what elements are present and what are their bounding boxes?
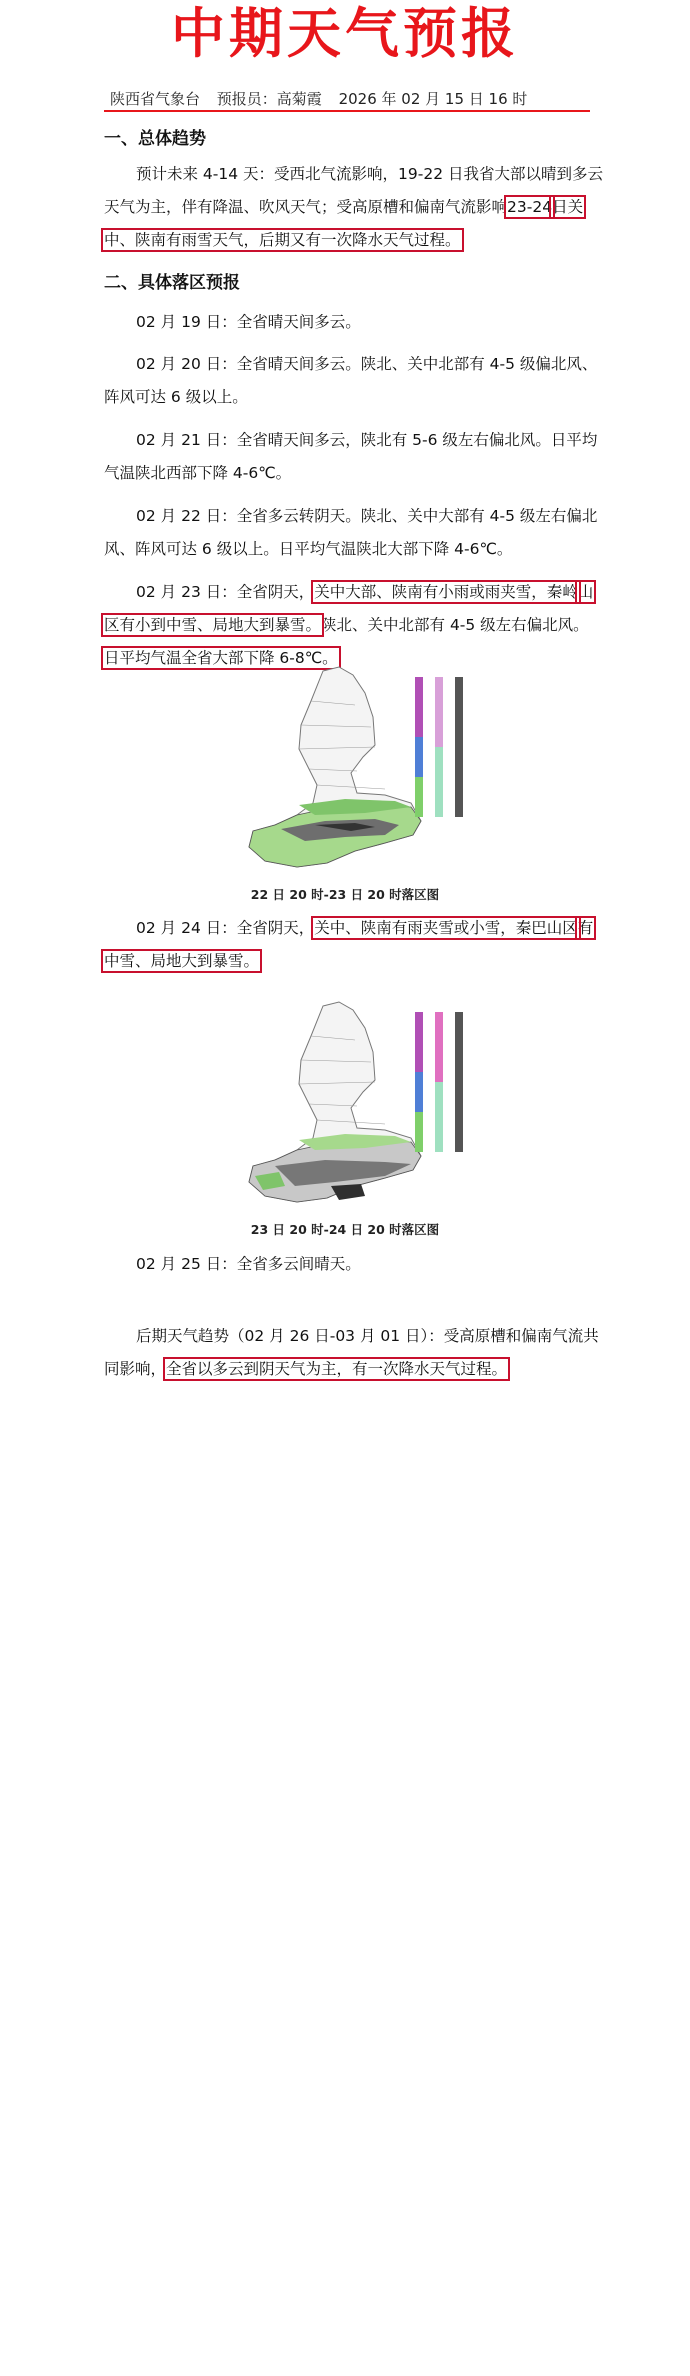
issue-time: 2026 年 02 月 15 日 16 时 bbox=[338, 90, 528, 108]
agency-name: 陕西省气象台 bbox=[110, 90, 201, 108]
day-20-text: 02 月 20 日：全省晴天间多云。陕北、关中北部有 4-5 级偏北风、阵风可达 6 级以上。 bbox=[104, 355, 598, 406]
day-23-text-a: 02 月 23 日：全省阴天， bbox=[136, 583, 315, 601]
day-22-forecast bbox=[104, 500, 604, 566]
day-23-highlight-2: 山区有小到中雪、局地大到暴雪。 bbox=[104, 583, 594, 634]
day-25-text: 02 月 25 日：全省多云间晴天。 bbox=[136, 1255, 361, 1273]
day-23-highlight-3: 日平均气温全省大部下降 6-8℃。 bbox=[104, 649, 338, 667]
section-heading-detail: 二、具体落区预报 bbox=[104, 273, 240, 293]
later-trend-highlight: 全省以多云到阴天气为主，有一次降水天气过程。 bbox=[166, 1360, 508, 1378]
day-23-text-b: 陕北、关中北部有 4-5 级左右偏北风。 bbox=[321, 616, 589, 634]
day-23-forecast bbox=[104, 576, 604, 675]
day-23-highlight-1: 关中大部、陕南有小雨或雨夹雪，秦岭 bbox=[314, 583, 578, 601]
day-19-forecast bbox=[104, 306, 604, 339]
day-21-forecast bbox=[104, 424, 604, 490]
trend-text: 预计未来 4-14 天：受西北气流影响，19-22 日我省大部以晴到多云天气为主，伴有降温、吹风天气；受高原槽和偏南气流影响 bbox=[104, 165, 603, 216]
day-22-text: 02 月 22 日：全省多云转阴天。陕北、关中大部有 4-5 级左右偏北风、阵风可达 6 级以上。日平均气温陕北大部下降 4-6℃。 bbox=[104, 507, 598, 558]
title-rule bbox=[104, 110, 590, 112]
later-trend bbox=[104, 1320, 604, 1386]
trend-highlight-dates: 23-24 bbox=[507, 198, 553, 216]
map-2-caption: 23 日 20 时-24 日 20 时落区图 bbox=[250, 1222, 440, 1237]
day-24-text-a: 02 月 24 日：全省阴天， bbox=[136, 919, 315, 937]
document-title: 中期天气预报 bbox=[171, 2, 519, 65]
later-trend-text: 后期天气趋势（02 月 26 日-03 月 01 日）：受高原槽和偏南气流共同影响， bbox=[104, 1327, 599, 1378]
precip-map-2 bbox=[235, 1000, 475, 1215]
day-19-text: 02 月 19 日：全省晴天间多云。 bbox=[136, 313, 361, 331]
issue-meta bbox=[110, 88, 590, 110]
day-21-text: 02 月 21 日：全省晴天间多云，陕北有 5-6 级左右偏北风。日平均气温陕北西部下降 4-6℃。 bbox=[104, 431, 598, 482]
map-1-caption: 22 日 20 时-23 日 20 时落区图 bbox=[250, 887, 440, 902]
section-heading-trend: 一、总体趋势 bbox=[104, 129, 206, 149]
day-24-highlight-2: 有中雪、局地大到暴雪。 bbox=[104, 919, 594, 970]
forecaster-name: 预报员：高菊霞 bbox=[216, 90, 322, 108]
trend-highlight-text: 日关中、陕南有雨雪天气，后期又有一次降水天气过程。 bbox=[104, 198, 584, 249]
day-24-highlight-1: 关中、陕南有雨夹雪或小雪，秦巴山区 bbox=[314, 919, 578, 937]
day-24-forecast bbox=[104, 912, 604, 978]
trend-paragraph bbox=[104, 158, 604, 257]
day-25-forecast bbox=[104, 1248, 604, 1281]
day-20-forecast bbox=[104, 348, 604, 414]
precip-map-1 bbox=[235, 665, 475, 880]
